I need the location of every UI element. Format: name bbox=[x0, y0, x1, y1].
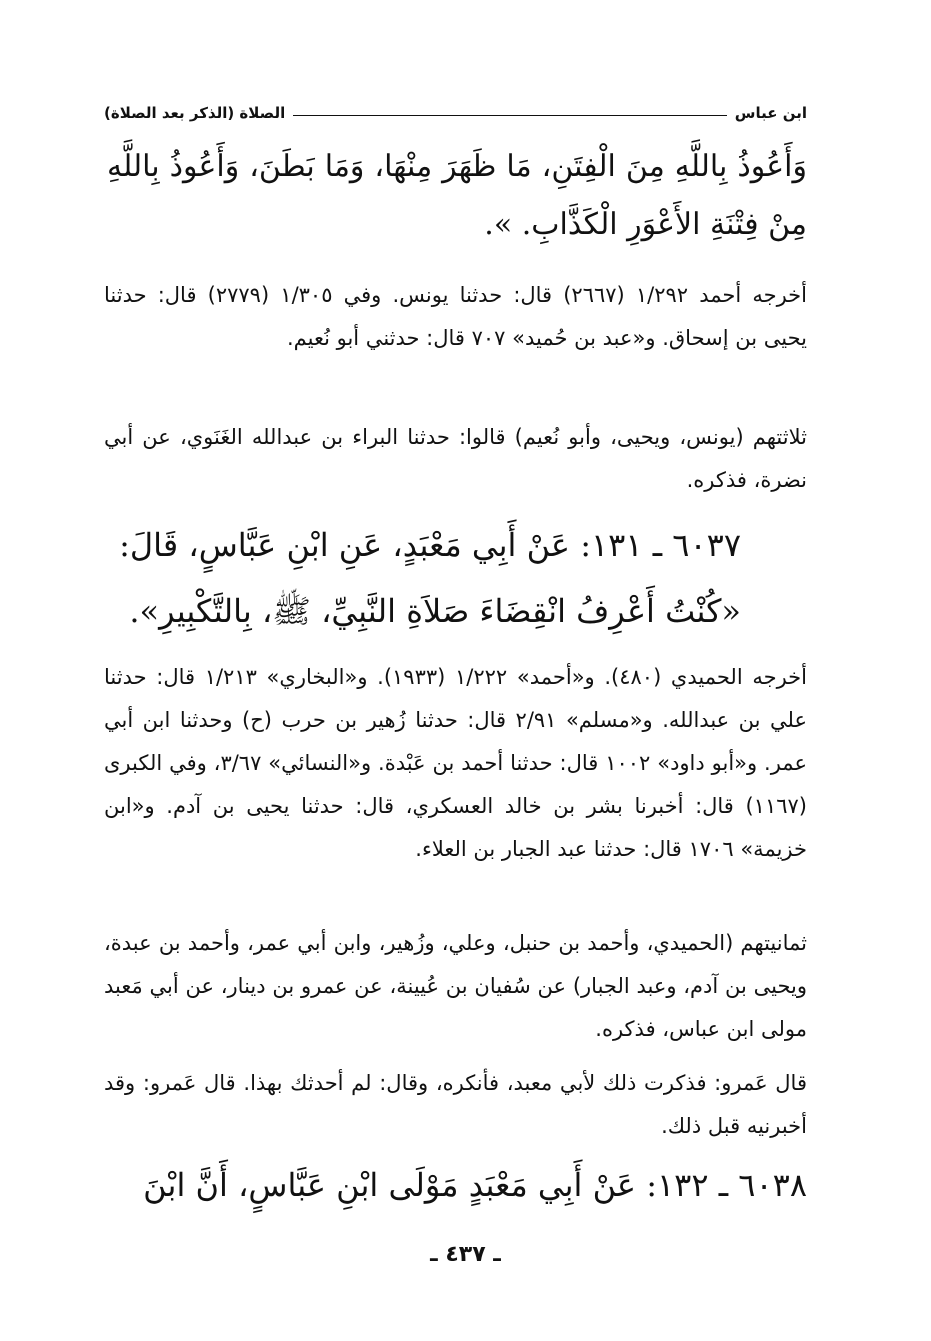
isnad-paragraph-2: ثمانيتهم (الحميدي، وأحمد بن حنبل، وعلي، وزُهير، وابن أبي عمر، وأحمد بن عبدة، ويحيى بن آدم، وعبد الجبار) عن سُفيان بن عُيينة، عن عمرو بن دينار، عن أبي مَعبد مولى ابن عباس، فذكره. bbox=[104, 931, 807, 1041]
hadith-text-continuation: وَأَعُوذُ بِاللَّهِ مِنَ الْفِتَنِ، مَا ظَهَرَ مِنْهَا، وَمَا بَطَنَ، وَأَعُوذُ بِاللَّهِ مِنْ فِتْنَةِ الأَعْوَرِ الْكَذَّابِ. ». bbox=[107, 149, 807, 242]
header-rule bbox=[293, 115, 727, 116]
page-number: ـ ٤٣٧ ـ bbox=[430, 1242, 501, 1267]
chapter-title: الصلاة (الذكر بعد الصلاة) bbox=[104, 104, 286, 122]
hadith-6038-heading: ٦٠٣٨ ـ ١٣٢: عَنْ أَبِي مَعْبَدٍ مَوْلَى ابْنِ عَبَّاسٍ، أَنَّ ابْنَ bbox=[143, 1166, 807, 1204]
takhrij-paragraph-1: أخرجه أحمد ١/٢٩٢ (٢٦٦٧) قال: حدثنا يونس. وفي ١/٣٠٥ (٢٧٧٩) قال: حدثنا يحيى بن إسحاق. و«عبد بن حُميد» ٧٠٧ قال: حدثني أبو نُعيم. bbox=[104, 283, 807, 350]
running-header bbox=[104, 96, 807, 122]
hadith-6037-text: «كُنْتُ أَعْرِفُ انْقِضَاءَ صَلاَةِ النَّبِيِّ، ﷺ، بِالتَّكْبِيرِ». bbox=[129, 592, 741, 630]
hadith-6037-heading: ٦٠٣٧ ـ ١٣١: عَنْ أَبِي مَعْبَدٍ، عَنِ ابْنِ عَبَّاسٍ، قَالَ: bbox=[119, 526, 741, 564]
takhrij-paragraph-2: أخرجه الحميدي (٤٨٠). و«أحمد» ١/٢٢٢ (١٩٣٣). و«البخاري» ١/٢١٣ قال: حدثنا علي بن عبدالله. و«مسلم» ٢/٩١ قال: حدثنا زُهير بن حرب (ح) وحدثنا ابن أبي عمر. و«أبو داود» ١٠٠٢ قال: حدثنا أحمد بن عَبْدة. و«النسائي» ٣/٦٧، وفي الكبرى (١١٦٧) قال: أخبرنا بشر بن خالد العسكري، قال: حدثنا يحيى بن آدم. و«ابن خزيمة» ١٧٠٦ قال: حدثنا عبد الجبار بن العلاء. bbox=[104, 665, 807, 861]
narrator-name: ابن عباس bbox=[734, 104, 807, 122]
amr-note: قال عَمرو: فذكرت ذلك لأبي معبد، فأنكره، وقال: لم أحدثك بهذا. قال عَمرو: وقد أخبرنيه قبل ذلك. bbox=[104, 1071, 807, 1138]
isnad-paragraph-1: ثلاثتهم (يونس، ويحيى، وأبو نُعيم) قالوا: حدثنا البراء بن عبدالله الغَنَوي، عن أبي نضرة، فذكره. bbox=[104, 425, 807, 492]
